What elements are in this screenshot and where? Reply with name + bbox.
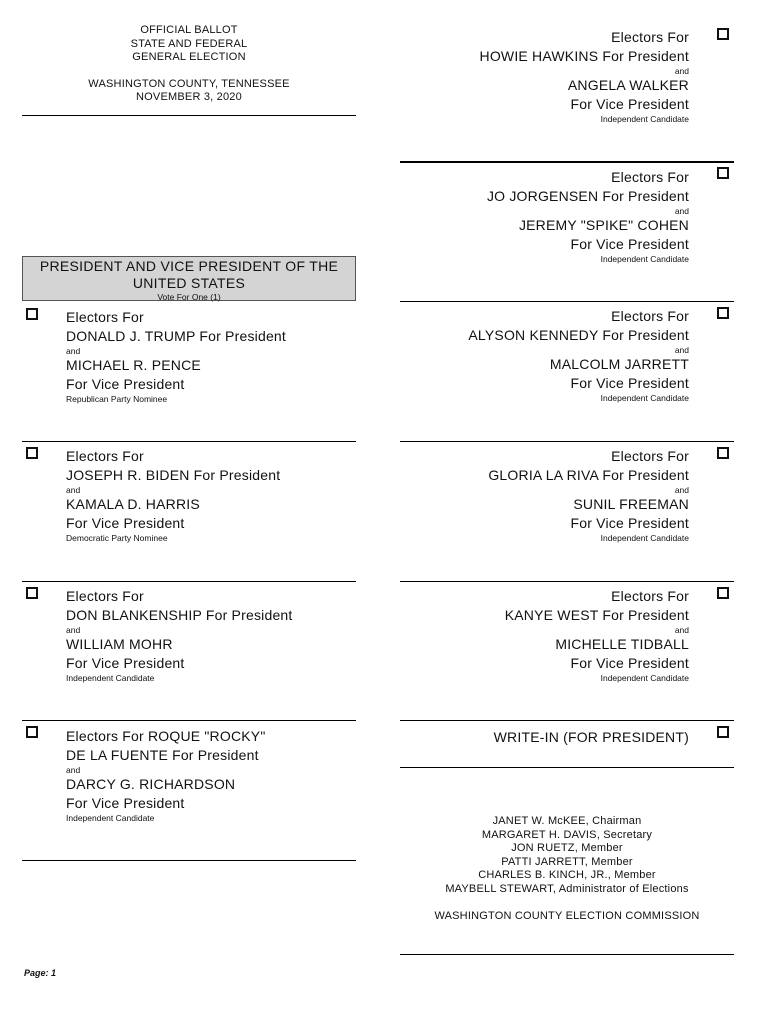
candidate-checkbox-west[interactable] bbox=[717, 587, 729, 599]
contest-header bbox=[22, 256, 356, 301]
candidate-vp-label: For Vice President bbox=[570, 236, 689, 252]
candidate-de-la-fuente bbox=[66, 727, 266, 824]
write-in-option bbox=[400, 728, 689, 747]
candidate-vp: MICHAEL R. PENCE bbox=[66, 357, 201, 373]
candidate-vp: KAMALA D. HARRIS bbox=[66, 496, 200, 512]
candidate-vp: MALCOLM JARRETT bbox=[549, 356, 689, 372]
commission-member: PATTI JARRETT, Member bbox=[501, 855, 633, 868]
commission-divider bbox=[400, 954, 734, 955]
candidate-vp-label: For Vice President bbox=[66, 376, 185, 392]
candidate-president: DONALD J. TRUMP For President bbox=[66, 328, 287, 344]
candidate-electors: Electors For bbox=[611, 308, 689, 324]
candidate-divider bbox=[22, 441, 356, 442]
candidate-president: GLORIA LA RIVA For President bbox=[488, 467, 689, 483]
header-line-2: STATE AND FEDERAL bbox=[130, 37, 248, 50]
write-in-label: WRITE-IN (FOR PRESIDENT) bbox=[493, 729, 689, 745]
candidate-vp: DARCY G. RICHARDSON bbox=[66, 776, 236, 792]
candidate-party: Democratic Party Nominee bbox=[66, 533, 168, 543]
candidate-and: and bbox=[66, 765, 81, 775]
candidate-electors: Electors For bbox=[611, 29, 689, 45]
candidate-divider bbox=[400, 581, 734, 582]
write-in-divider bbox=[400, 767, 734, 768]
candidate-electors: Electors For bbox=[66, 309, 144, 325]
candidate-and: and bbox=[66, 485, 81, 495]
candidate-president: HOWIE HAWKINS For President bbox=[479, 48, 689, 64]
candidate-party: Republican Party Nominee bbox=[66, 394, 168, 404]
contest-title: PRESIDENT AND VICE PRESIDENT OF THE UNITED STATES bbox=[39, 258, 339, 291]
candidate-vp: WILLIAM MOHR bbox=[66, 636, 173, 652]
header-line-3: GENERAL ELECTION bbox=[132, 51, 246, 63]
candidate-kennedy bbox=[400, 307, 689, 404]
candidate-jorgensen bbox=[400, 168, 689, 265]
ballot-header bbox=[22, 24, 356, 105]
header-county: WASHINGTON COUNTY, TENNESSEE bbox=[88, 77, 290, 90]
write-in-checkbox[interactable] bbox=[717, 726, 729, 738]
candidate-electors: Electors For bbox=[611, 448, 689, 464]
candidate-president: DE LA FUENTE For President bbox=[66, 747, 259, 763]
candidate-divider bbox=[400, 720, 734, 721]
candidate-vp-label: For Vice President bbox=[570, 515, 689, 531]
candidate-hawkins bbox=[400, 28, 689, 125]
candidate-and: and bbox=[674, 485, 689, 495]
candidate-electors: Electors For bbox=[66, 448, 144, 464]
candidate-vp-label: For Vice President bbox=[570, 375, 689, 391]
candidate-divider bbox=[400, 161, 734, 163]
candidate-and: and bbox=[674, 206, 689, 216]
candidate-divider bbox=[22, 581, 356, 582]
candidate-and: and bbox=[674, 625, 689, 635]
candidate-checkbox-trump[interactable] bbox=[26, 308, 38, 320]
candidate-checkbox-de-la-fuente[interactable] bbox=[26, 726, 38, 738]
candidate-and: and bbox=[66, 625, 81, 635]
candidate-trump bbox=[66, 308, 286, 405]
candidate-party: Independent Candidate bbox=[66, 673, 155, 683]
candidate-checkbox-hawkins[interactable] bbox=[717, 28, 729, 40]
candidate-checkbox-la-riva[interactable] bbox=[717, 447, 729, 459]
candidate-president: JOSEPH R. BIDEN For President bbox=[66, 467, 281, 483]
candidate-electors: Electors For ROQUE "ROCKY" bbox=[66, 728, 266, 744]
candidate-president: ALYSON KENNEDY For President bbox=[468, 327, 689, 343]
header-date: NOVEMBER 3, 2020 bbox=[136, 91, 242, 103]
candidate-vp-label: For Vice President bbox=[66, 515, 185, 531]
candidate-blankenship bbox=[66, 587, 293, 684]
candidate-checkbox-jorgensen[interactable] bbox=[717, 167, 729, 179]
candidate-checkbox-blankenship[interactable] bbox=[26, 587, 38, 599]
candidate-vp-label: For Vice President bbox=[570, 96, 689, 112]
candidate-party: Independent Candidate bbox=[600, 254, 689, 264]
candidate-president: JO JORGENSEN For President bbox=[486, 188, 689, 204]
candidate-checkbox-kennedy[interactable] bbox=[717, 307, 729, 319]
commission-member: JON RUETZ, Member bbox=[511, 842, 623, 855]
candidate-vp: MICHELLE TIDBALL bbox=[555, 636, 689, 652]
candidate-electors: Electors For bbox=[66, 588, 144, 604]
candidate-vp-label: For Vice President bbox=[66, 655, 185, 671]
header-line-1: OFFICIAL BALLOT bbox=[140, 24, 238, 36]
commission-name: WASHINGTON COUNTY ELECTION COMMISSION bbox=[434, 909, 700, 922]
commission-member: MARGARET H. DAVIS, Secretary bbox=[481, 828, 653, 841]
candidate-and: and bbox=[674, 345, 689, 355]
candidate-and: and bbox=[66, 346, 81, 356]
candidate-divider bbox=[22, 720, 356, 721]
candidate-vp: SUNIL FREEMAN bbox=[573, 496, 689, 512]
commission-member: MAYBELL STEWART, Administrator of Elections bbox=[445, 882, 689, 895]
candidate-and: and bbox=[674, 66, 689, 76]
candidate-vp-label: For Vice President bbox=[66, 795, 185, 811]
candidate-checkbox-biden[interactable] bbox=[26, 447, 38, 459]
candidate-west bbox=[400, 587, 689, 684]
commission-block bbox=[400, 815, 734, 923]
page-number: Page: 1 bbox=[24, 968, 57, 978]
candidate-party: Independent Candidate bbox=[66, 813, 155, 823]
candidate-vp: JEREMY "SPIKE" COHEN bbox=[518, 217, 689, 233]
candidate-divider bbox=[400, 301, 734, 302]
candidate-vp-label: For Vice President bbox=[570, 655, 689, 671]
candidate-electors: Electors For bbox=[611, 588, 689, 604]
candidate-la-riva bbox=[400, 447, 689, 544]
commission-member: CHARLES B. KINCH, JR., Member bbox=[478, 869, 656, 882]
candidate-party: Independent Candidate bbox=[600, 533, 689, 543]
header-divider bbox=[22, 115, 356, 116]
candidate-vp: ANGELA WALKER bbox=[567, 77, 689, 93]
candidate-president: KANYE WEST For President bbox=[504, 607, 689, 623]
candidate-party: Independent Candidate bbox=[600, 114, 689, 124]
candidate-divider bbox=[22, 860, 356, 861]
candidate-party: Independent Candidate bbox=[600, 673, 689, 683]
candidate-biden bbox=[66, 447, 280, 544]
candidate-electors: Electors For bbox=[611, 169, 689, 185]
candidate-party: Independent Candidate bbox=[600, 393, 689, 403]
contest-vote-for: Vote For One (1) bbox=[157, 292, 221, 302]
candidate-president: DON BLANKENSHIP For President bbox=[66, 607, 293, 623]
candidate-divider bbox=[400, 441, 734, 442]
commission-member: JANET W. McKEE, Chairman bbox=[492, 815, 642, 827]
